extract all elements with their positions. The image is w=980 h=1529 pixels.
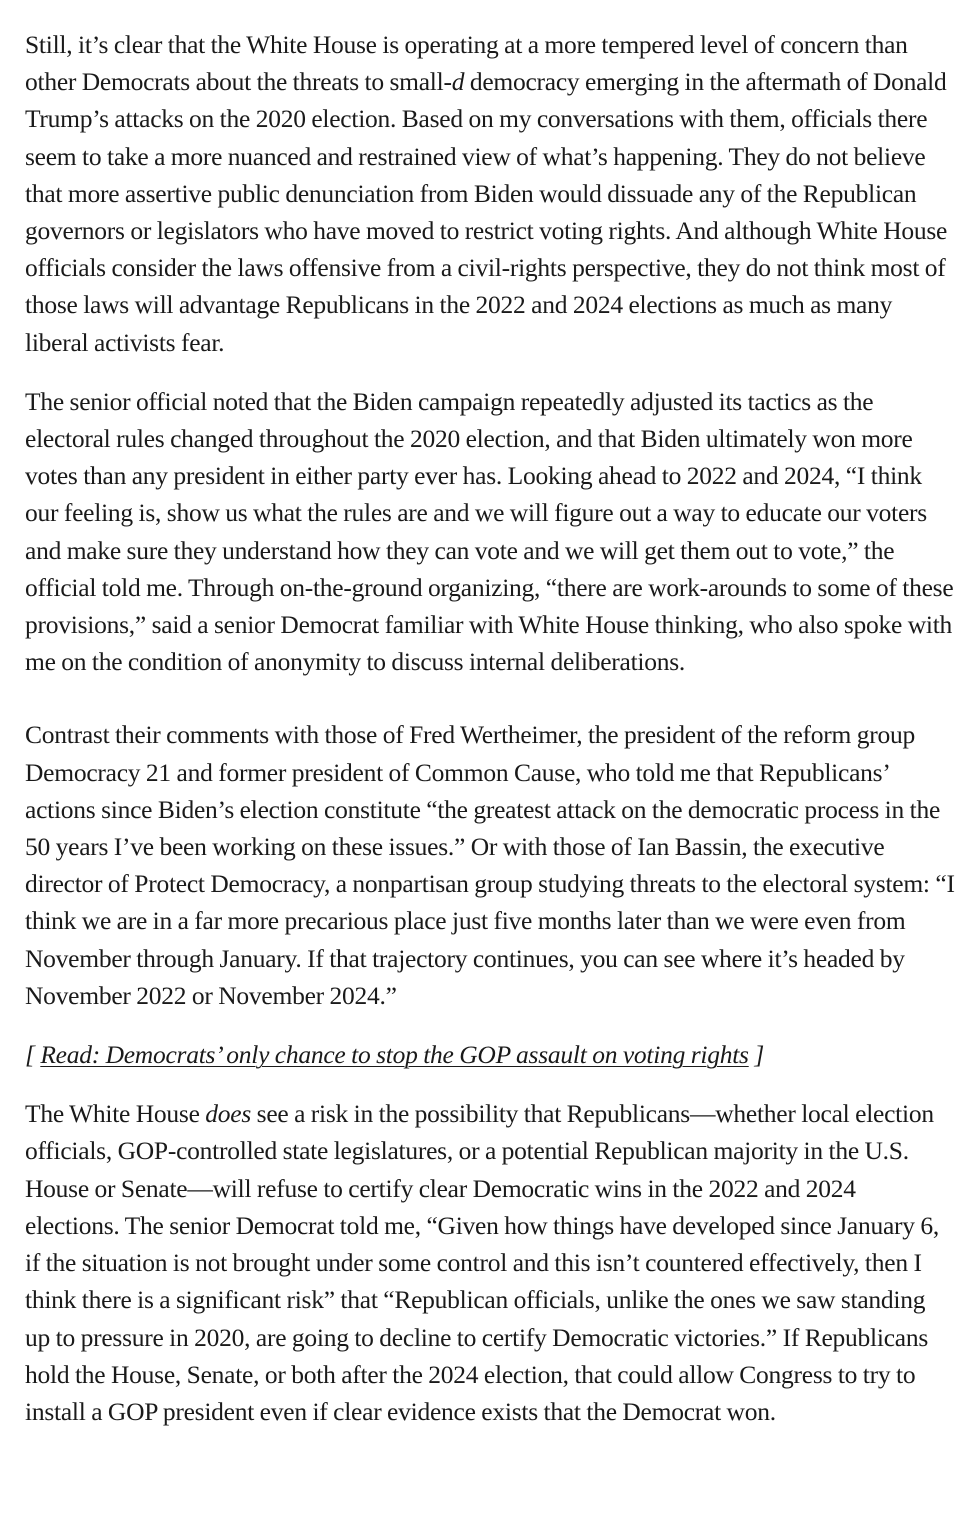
paragraph-text: Still, it’s clear that the White House is operating at a more tempered level of concern than other Democrats about the threats to small- (25, 30, 908, 97)
close-bracket: ] (748, 1040, 765, 1070)
open-bracket: [ (25, 1040, 41, 1070)
paragraph-text-italic: d (451, 67, 465, 97)
read-more-callout (25, 1036, 955, 1073)
paragraph-text: see a risk in the possibility that Republicans—whether local election officials, GOP-controlled state legislatures, or a potential Republican majority in the U.S. House or Senate—will refuse to certify clear Democratic wins in the 2022 and 2024 elections. The senior Democrat told me, “Given how things have developed since January 6, if the situation is not brought under some control and this isn’t countered effectively, then I think there is a significant risk” that “Republican officials, unlike the ones we saw standing up to pressure in 2020, are going to decline to certify Democratic victories.” If Republicans hold the House, Senate, or both after the 2024 election, that could allow Congress to try to install a GOP president even if clear evidence exists that the Democrat won. (25, 1099, 940, 1426)
paragraph-1 (25, 26, 955, 361)
read-more-link[interactable]: Read: Democrats’ only chance to stop the GOP assault on voting rights (40, 1040, 749, 1070)
paragraph-text: Contrast their comments with those of Fred Wertheimer, the president of the reform group Democracy 21 and former president of Common Cause, who told me that Republicans’ actions since Biden’s election constitute “the greatest attack on the democratic process in the 50 years I’ve been working on these issues.” Or with those of Ian Bassin, the executive director of Protect Democracy, a nonpartisan group studying threats to the electoral system: “I think we are in a far more precarious place just five months later than we were even from November through January. If that trajectory continues, you can see where it’s headed by November 2022 or November 2024.” (25, 720, 955, 1010)
paragraph-text: The senior official noted that the Biden campaign repeatedly adjusted its tactics as the electoral rules changed throughout the 2020 election, and that Biden ultimately won more votes than any president in either party ever has. Looking ahead to 2022 and 2024, “I think our feeling is, show us what the rules are and we will figure out a way to educate our voters and make sure they understand how they can vote and we will get them out to vote,” the official told me. Through on-the-ground organizing, “there are work-arounds to some of these provisions,” said a senior Democrat familiar with White House thinking, who also spoke with me on the condition of anonymity to discuss internal deliberations. (25, 386, 954, 677)
paragraph-text: The White House (25, 1099, 206, 1129)
paragraph-text-italic: does (205, 1099, 252, 1129)
paragraph-text: democracy emerging in the aftermath of Donald Trump’s attacks on the 2020 election. Based on my conversations with them, officials there seem to take a more nuanced and restrained view of what’s happening. They do not believe that more assertive public denunciation from Biden would dissuade any of the Republican governors or legislators who have moved to restrict voting rights. And although White House officials consider the laws offensive from a civil-rights perspective, they do not think most of those laws will advantage Republicans in the 2022 and 2024 elections as much as many liberal activists fear. (25, 67, 948, 357)
paragraph-4 (25, 1095, 955, 1430)
paragraph-2 (25, 383, 955, 681)
paragraph-3 (25, 716, 955, 1014)
